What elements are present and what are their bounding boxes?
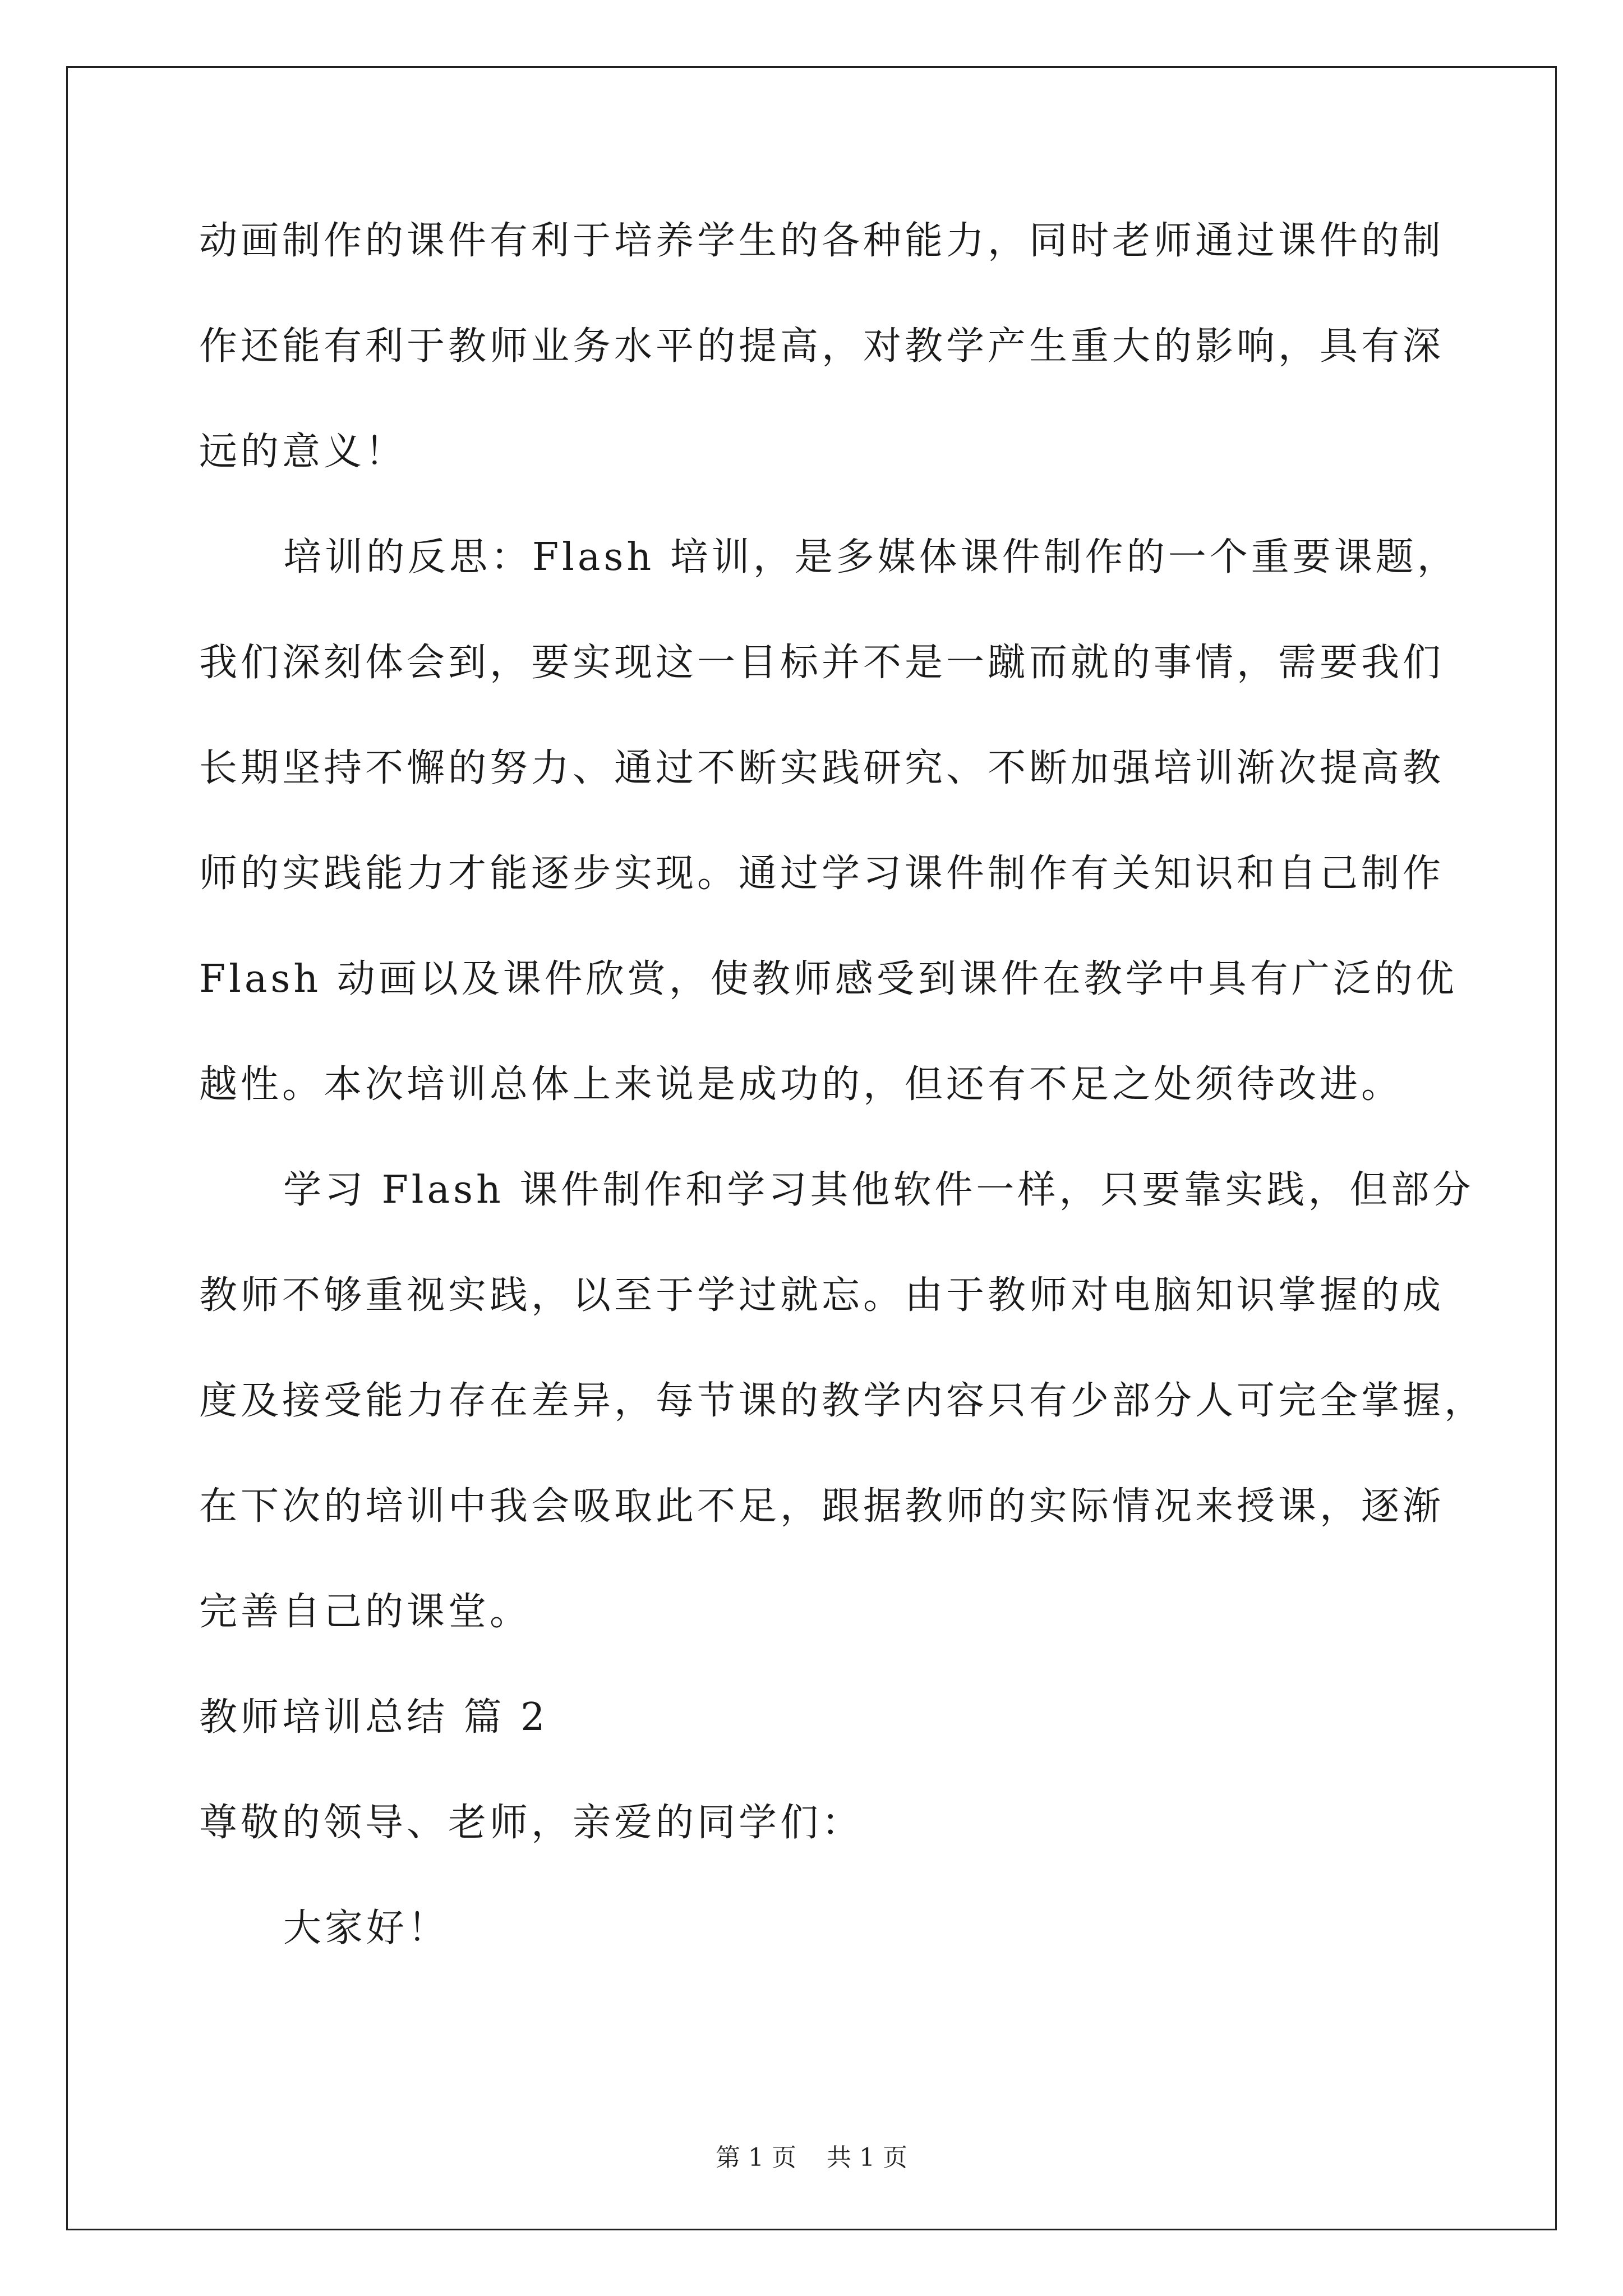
text-line: 作还能有利于教师业务水平的提高，对教学产生重大的影响，具有深 [199,324,1445,369]
text-line: 完善自己的课堂。 [199,1590,532,1634]
greeting: 大家好！ [283,1906,450,1950]
text-line: 动画制作的课件有利于培养学生的各种能力，同时老师通过课件的制 [199,219,1445,263]
section-heading: 教师培训总结 篇 2 [199,1695,548,1740]
page-total: 共 1 页 [827,2143,907,2172]
text-line: 我们深刻体会到，要实现这一目标并不是一蹴而就的事情，需要我们 [199,641,1445,685]
page-current: 第 1 页 [716,2143,796,2172]
page-footer [0,2137,1623,2173]
text-line: 度及接受能力存在差异，每节课的教学内容只有少部分人可完全掌握， [199,1379,1486,1423]
text-line: Flash 动画以及课件欣赏，使教师感受到课件在教学中具有广泛的优 [199,957,1458,1001]
document-body [199,208,1486,2000]
text-line: 远的意义！ [199,430,407,474]
text-line: 在下次的培训中我会吸取此不足，跟据教师的实际情况来授课，逐渐 [199,1484,1445,1529]
text-line: 培训的反思：Flash 培训，是多媒体课件制作的一个重要课题， [283,535,1459,579]
text-line: 师的实践能力才能逐步实现。通过学习课件制作有关知识和自己制作 [199,852,1445,896]
text-line: 教师不够重视实践，以至于学过就忘。由于教师对电脑知识掌握的成 [199,1273,1445,1318]
text-line: 学习 Flash 课件制作和学习其他软件一样，只要靠实践，但部分 [283,1168,1474,1212]
salutation: 尊敬的领导、老师，亲爱的同学们： [199,1801,864,1845]
text-line: 越性。本次培训总体上来说是成功的，但还有不足之处须待改进。 [199,1062,1403,1107]
text-line: 长期坚持不懈的努力、通过不断实践研究、不断加强培训渐次提高教 [199,746,1445,790]
